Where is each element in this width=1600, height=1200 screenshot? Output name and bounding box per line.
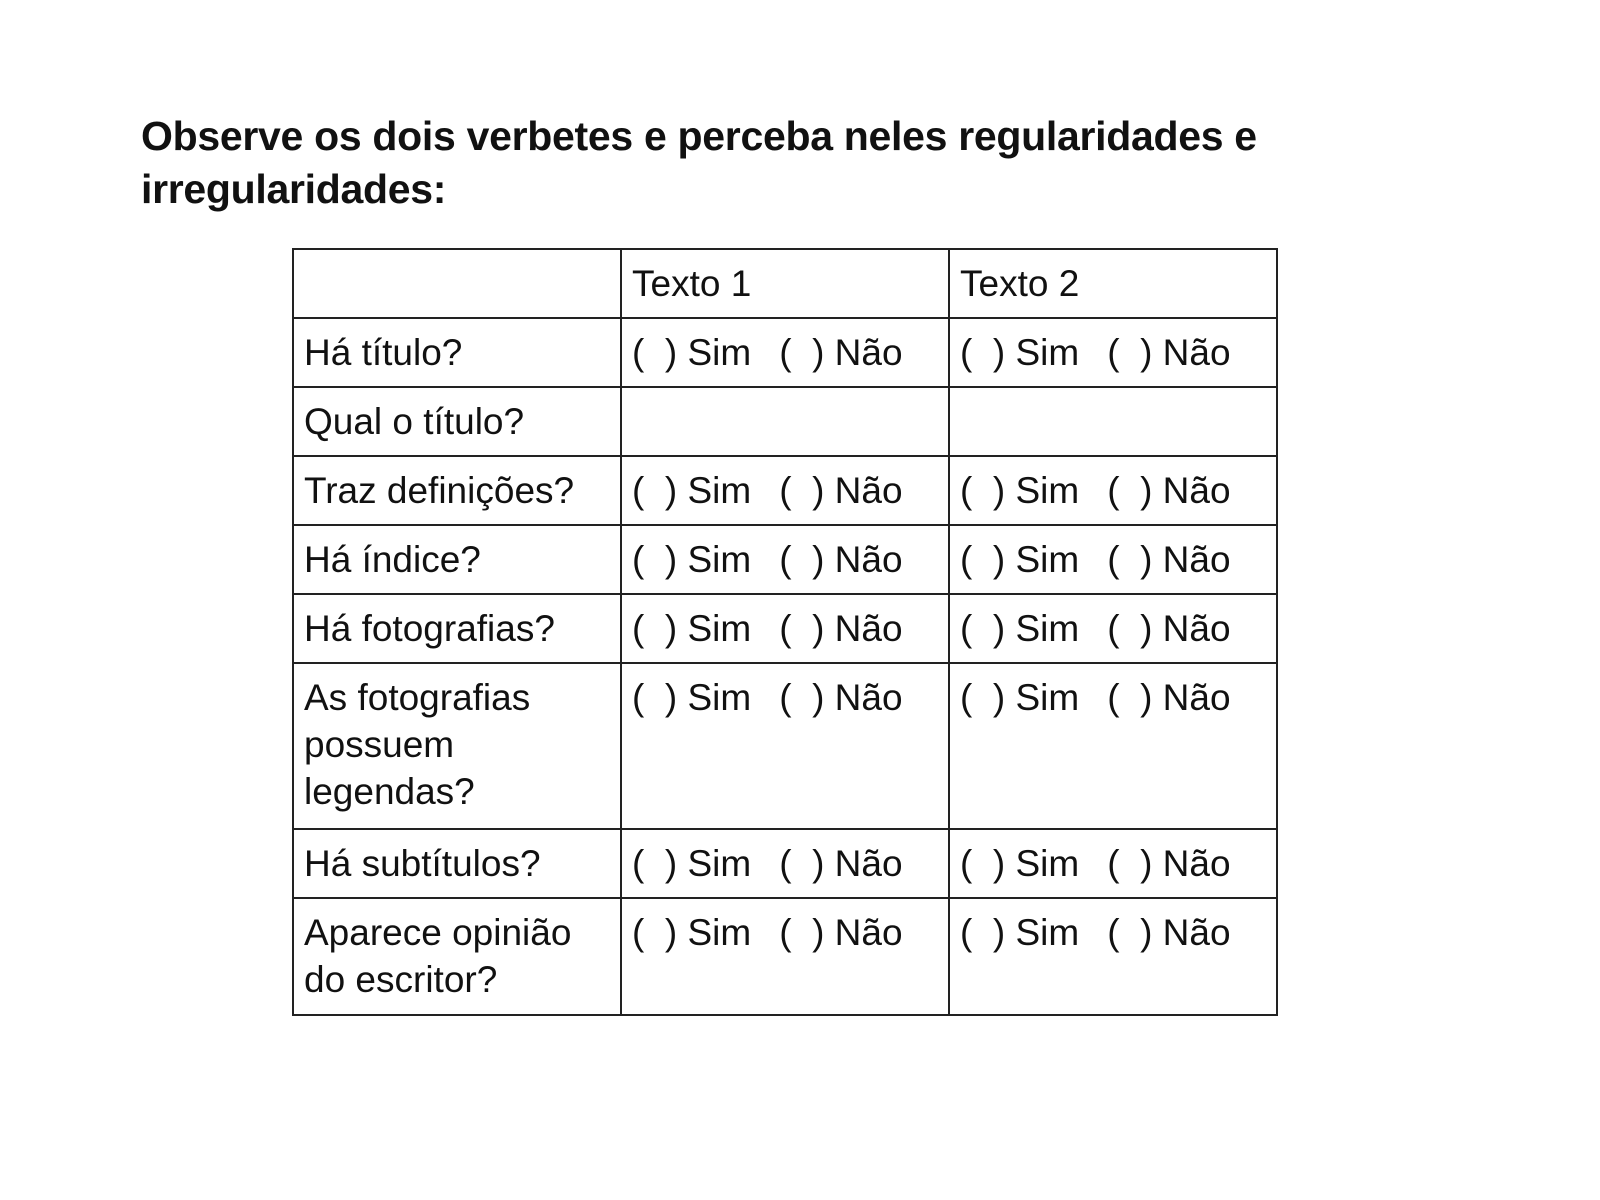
option-nao[interactable]: ( ) Não [1107,912,1231,953]
table-row [293,387,1277,456]
table-row [293,898,1277,1015]
answer-cell-texto-1 [621,594,949,663]
header-texto-1: Texto 1 [621,249,949,318]
option-nao[interactable]: ( ) Não [779,843,903,884]
option-sim[interactable]: ( ) Sim [632,332,752,373]
header-row [293,249,1277,318]
table-row [293,525,1277,594]
answer-cell-texto-1 [621,456,949,525]
answer-cell-texto-2[interactable] [949,387,1277,456]
answer-cell-texto-2 [949,898,1277,1015]
option-nao[interactable]: ( ) Não [1107,332,1231,373]
option-sim[interactable]: ( ) Sim [632,470,752,511]
answer-cell-texto-2 [949,525,1277,594]
question-label: Há subtítulos? [304,843,541,884]
option-nao[interactable]: ( ) Não [779,912,903,953]
question-cell [293,663,621,829]
answer-cell-texto-1 [621,525,949,594]
question-cell [293,318,621,387]
option-sim[interactable]: ( ) Sim [960,843,1080,884]
question-label: Há título? [304,332,463,373]
answer-cell-texto-1 [621,318,949,387]
option-sim[interactable]: ( ) Sim [960,677,1080,718]
option-sim[interactable]: ( ) Sim [960,470,1080,511]
table-row [293,318,1277,387]
answer-cell-texto-1 [621,898,949,1015]
question-cell [293,594,621,663]
answer-cell-texto-2 [949,663,1277,829]
table-row [293,663,1277,829]
answer-cell-texto-1 [621,663,949,829]
table-row [293,594,1277,663]
option-nao[interactable]: ( ) Não [779,539,903,580]
question-label: Traz definições? [304,470,575,511]
option-nao[interactable]: ( ) Não [779,677,903,718]
option-sim[interactable]: ( ) Sim [960,608,1080,649]
header-empty-cell [293,249,621,318]
answer-cell-texto-2 [949,594,1277,663]
table-row [293,829,1277,898]
answer-cell-texto-1[interactable] [621,387,949,456]
answer-cell-texto-2 [949,318,1277,387]
question-label: Qual o título? [304,401,525,442]
question-label: As fotografias possuem legendas? [304,677,531,812]
answer-cell-texto-1 [621,829,949,898]
question-cell [293,898,621,1015]
question-label: Há índice? [304,539,481,580]
question-label: Aparece opinião do escritor? [304,912,572,1000]
option-nao[interactable]: ( ) Não [1107,539,1231,580]
instruction-heading: Observe os dois verbetes e perceba neles regularidades e irregularidades: [141,113,1257,212]
table-row [293,456,1277,525]
answer-cell-texto-2 [949,456,1277,525]
question-label: Há fotografias? [304,608,555,649]
option-nao[interactable]: ( ) Não [1107,677,1231,718]
option-sim[interactable]: ( ) Sim [632,843,752,884]
option-sim[interactable]: ( ) Sim [632,912,752,953]
option-sim[interactable]: ( ) Sim [632,608,752,649]
comparison-table [292,248,1278,1016]
answer-cell-texto-2 [949,829,1277,898]
option-nao[interactable]: ( ) Não [1107,470,1231,511]
question-cell [293,829,621,898]
question-cell [293,387,621,456]
option-sim[interactable]: ( ) Sim [960,332,1080,373]
option-sim[interactable]: ( ) Sim [632,677,752,718]
option-sim[interactable]: ( ) Sim [632,539,752,580]
question-cell [293,456,621,525]
option-nao[interactable]: ( ) Não [1107,843,1231,884]
option-sim[interactable]: ( ) Sim [960,539,1080,580]
option-nao[interactable]: ( ) Não [779,608,903,649]
option-nao[interactable]: ( ) Não [1107,608,1231,649]
option-nao[interactable]: ( ) Não [779,470,903,511]
header-texto-2: Texto 2 [949,249,1277,318]
option-nao[interactable]: ( ) Não [779,332,903,373]
question-cell [293,525,621,594]
option-sim[interactable]: ( ) Sim [960,912,1080,953]
